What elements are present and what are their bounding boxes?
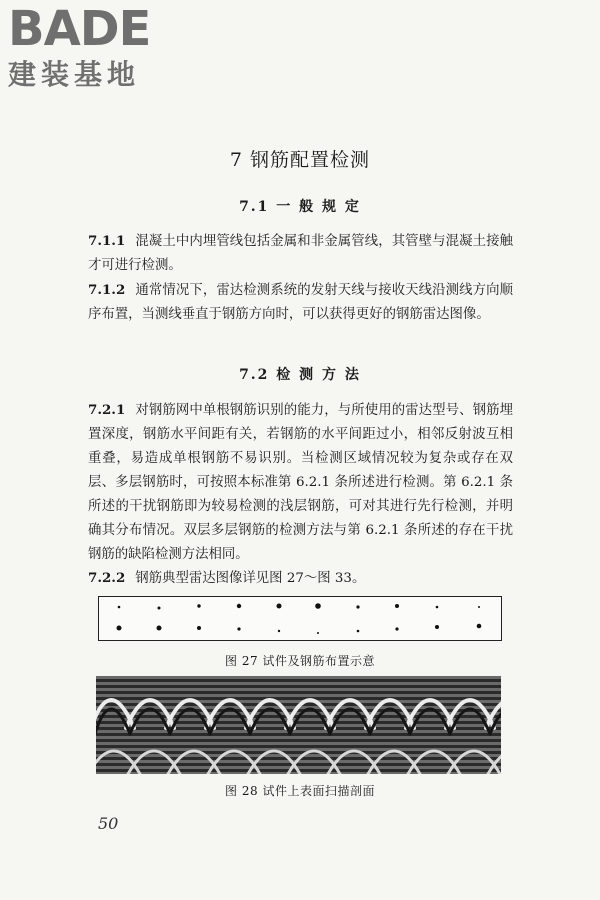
clause-7-2-1 bbox=[88, 398, 513, 567]
clause-7-1-1 bbox=[88, 229, 513, 278]
rebar-dot bbox=[315, 603, 321, 609]
rebar-dot bbox=[237, 604, 241, 608]
figure-27-caption: 图 27 试件及钢筋布置示意 bbox=[225, 654, 375, 668]
rebar-dot bbox=[478, 606, 480, 608]
clause-text: 对钢筋网中单根钢筋识别的能力，与所使用的雷达型号、钢筋埋置深度，钢筋水平间距有关，若钢筋的水平间距过小，相邻反射波互相重叠，易造成单根钢筋不易识别。当检测区域情况较为复杂或存在双层、多层钢筋时，可按照本标准第 6.2.1 条所述进行检测。第 6.2.1 条所述的干扰钢筋即为较易检测的浅层钢筋，可对其进行先行检测，并明确其分布情况。双层多层钢筋的检测方法与第 6.2.1 条所述的存在干扰钢筋的缺陷检测方法相同。 bbox=[88, 403, 513, 562]
clause-7-1-2 bbox=[88, 278, 513, 327]
clause-text: 通常情况下，雷达检测系统的发射天线与接收天线沿测线方向顺序布置，当测线垂直于钢筋方向时，可以获得更好的钢筋雷达图像。 bbox=[88, 283, 513, 322]
rebar-dot bbox=[435, 625, 439, 629]
rebar-dot bbox=[278, 630, 280, 632]
clause-number: 7.2.1 bbox=[88, 402, 126, 418]
page-number: 50 bbox=[98, 814, 119, 833]
section-title-7-1: 7.1 一 般 规 定 bbox=[239, 199, 361, 215]
rebar-dot bbox=[357, 630, 360, 633]
section-title-7-2: 7.2 检 测 方 法 bbox=[239, 367, 361, 383]
rebar-dot bbox=[395, 604, 399, 608]
rebar-layout-diagram bbox=[99, 597, 501, 640]
figure-28-caption: 图 28 试件上表面扫描剖面 bbox=[225, 784, 375, 798]
clause-text: 混凝土中内埋管线包括金属和非金属管线，其管壁与混凝土接触才可进行检测。 bbox=[88, 234, 513, 273]
clause-number: 7.1.2 bbox=[88, 282, 126, 298]
rebar-dot bbox=[118, 606, 121, 609]
rebar-dot bbox=[395, 627, 398, 630]
logo-subtitle: 建装基地 bbox=[8, 58, 141, 91]
logo-wordmark: BADE bbox=[8, 1, 151, 57]
rebar-dot bbox=[157, 626, 162, 631]
rebar-dot bbox=[158, 607, 161, 610]
rebar-dot bbox=[436, 606, 439, 609]
clause-7-2-2 bbox=[88, 566, 513, 591]
rebar-dot bbox=[117, 626, 122, 631]
clause-number: 7.1.1 bbox=[88, 233, 126, 249]
rebar-dot bbox=[317, 632, 319, 634]
chapter-title: 7 钢筋配置检测 bbox=[229, 149, 371, 171]
rebar-dot bbox=[477, 624, 482, 629]
rebar-dot bbox=[356, 605, 359, 608]
rebar-dot bbox=[197, 626, 201, 630]
clause-number: 7.2.2 bbox=[88, 570, 126, 586]
clause-text: 钢筋典型雷达图像详见图 27～图 33。 bbox=[135, 571, 366, 586]
radar-scan-profile bbox=[96, 676, 501, 774]
rebar-dot bbox=[197, 604, 200, 607]
rebar-dot bbox=[277, 604, 282, 609]
rebar-dot bbox=[237, 627, 240, 630]
figure-28-radar-image bbox=[96, 676, 501, 774]
figure-27-specimen-diagram bbox=[98, 596, 502, 641]
bade-logo bbox=[8, 1, 178, 96]
